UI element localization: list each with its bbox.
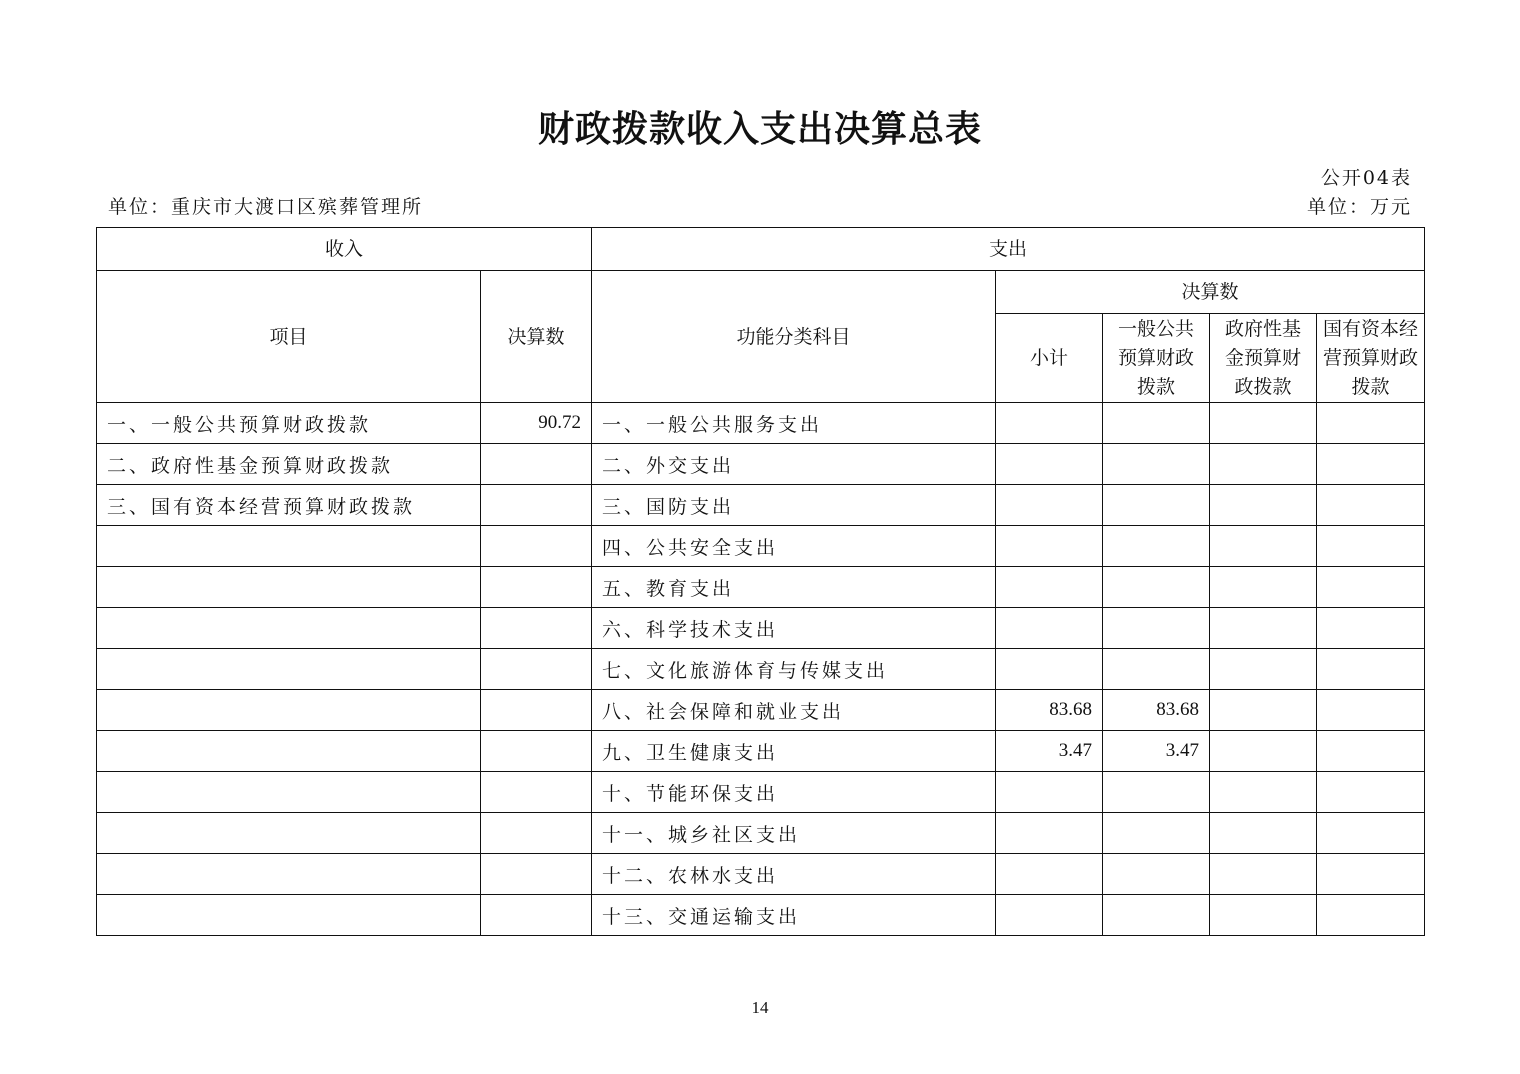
- general-budget-header: 一般公共预算财政拨款: [1103, 314, 1210, 403]
- income-item-cell: [97, 813, 481, 854]
- state-capital-cell: [1317, 567, 1425, 608]
- general-budget-cell: [1103, 485, 1210, 526]
- expense-item-cell: 三、国防支出: [592, 485, 996, 526]
- income-amount-cell: [481, 690, 592, 731]
- subtotal-cell: [996, 895, 1103, 936]
- gov-fund-cell: [1210, 608, 1317, 649]
- gov-fund-cell: [1210, 731, 1317, 772]
- subtotal-cell: [996, 526, 1103, 567]
- income-amount-cell: [481, 854, 592, 895]
- income-amount-cell: [481, 567, 592, 608]
- subtotal-cell: 3.47: [996, 731, 1103, 772]
- table-row: [97, 895, 1425, 936]
- income-item-cell: [97, 526, 481, 567]
- expense-item-cell: 二、外交支出: [592, 444, 996, 485]
- page-number: 14: [751, 998, 769, 1017]
- final-accounts-table: [96, 227, 1425, 936]
- subtotal-cell: [996, 444, 1103, 485]
- expense-section-header: 支出: [592, 228, 1425, 271]
- table-row: [97, 608, 1425, 649]
- subtotal-cell: [996, 485, 1103, 526]
- subtotal-cell: [996, 854, 1103, 895]
- expense-item-cell: 十三、交通运输支出: [592, 895, 996, 936]
- income-item-cell: 三、国有资本经营预算财政拨款: [97, 485, 481, 526]
- state-capital-cell: [1317, 895, 1425, 936]
- state-capital-cell: [1317, 485, 1425, 526]
- income-item-cell: [97, 649, 481, 690]
- state-capital-header: 国有资本经营预算财政拨款: [1317, 314, 1425, 403]
- state-capital-cell: [1317, 526, 1425, 567]
- table-row: [97, 485, 1425, 526]
- general-budget-cell: [1103, 608, 1210, 649]
- subtotal-cell: [996, 567, 1103, 608]
- state-capital-cell: [1317, 649, 1425, 690]
- state-capital-cell: [1317, 444, 1425, 485]
- income-item-cell: [97, 895, 481, 936]
- expense-item-cell: 九、卫生健康支出: [592, 731, 996, 772]
- gov-fund-cell: [1210, 526, 1317, 567]
- gov-fund-cell: [1210, 485, 1317, 526]
- gov-fund-cell: [1210, 813, 1317, 854]
- income-item-cell: [97, 772, 481, 813]
- income-item-cell: [97, 731, 481, 772]
- income-section-header: 收入: [97, 228, 592, 271]
- organization-unit: 单位：重庆市大渡口区殡葬管理所: [108, 196, 424, 218]
- gov-fund-cell: [1210, 772, 1317, 813]
- gov-fund-cell: [1210, 403, 1317, 444]
- subtotal-cell: [996, 608, 1103, 649]
- income-amount-cell: [481, 731, 592, 772]
- income-amount-cell: [481, 772, 592, 813]
- gov-fund-cell: [1210, 690, 1317, 731]
- gov-fund-cell: [1210, 649, 1317, 690]
- general-budget-cell: [1103, 649, 1210, 690]
- subtotal-cell: [996, 403, 1103, 444]
- income-amount-cell: [481, 649, 592, 690]
- gov-fund-cell: [1210, 444, 1317, 485]
- income-item-cell: 一、一般公共预算财政拨款: [97, 403, 481, 444]
- subtotal-header: 小计: [996, 314, 1103, 403]
- expense-item-cell: 五、教育支出: [592, 567, 996, 608]
- table-row: [97, 813, 1425, 854]
- function-category-header: 功能分类科目: [592, 271, 996, 403]
- gov-fund-header: 政府性基金预算财政拨款: [1210, 314, 1317, 403]
- expense-item-cell: 十二、农林水支出: [592, 854, 996, 895]
- income-amount-cell: 90.72: [481, 403, 592, 444]
- expense-item-cell: 四、公共安全支出: [592, 526, 996, 567]
- final-amount-header: 决算数: [996, 271, 1425, 314]
- income-amount-cell: [481, 485, 592, 526]
- expense-item-cell: 十、节能环保支出: [592, 772, 996, 813]
- general-budget-cell: [1103, 895, 1210, 936]
- general-budget-cell: [1103, 813, 1210, 854]
- general-budget-cell: [1103, 854, 1210, 895]
- table-row: [97, 526, 1425, 567]
- income-amount-cell: [481, 608, 592, 649]
- table-row: [97, 772, 1425, 813]
- state-capital-cell: [1317, 854, 1425, 895]
- subtotal-cell: 83.68: [996, 690, 1103, 731]
- state-capital-cell: [1317, 690, 1425, 731]
- table-row: [97, 854, 1425, 895]
- general-budget-cell: 83.68: [1103, 690, 1210, 731]
- income-item-cell: [97, 608, 481, 649]
- income-amount-cell: [481, 813, 592, 854]
- gov-fund-cell: [1210, 895, 1317, 936]
- income-item-cell: [97, 854, 481, 895]
- state-capital-cell: [1317, 731, 1425, 772]
- currency-unit: 单位：万元: [1306, 196, 1412, 218]
- general-budget-cell: [1103, 567, 1210, 608]
- subtotal-cell: [996, 772, 1103, 813]
- expense-item-cell: 一、一般公共服务支出: [592, 403, 996, 444]
- form-number: 公开04表: [1320, 167, 1412, 189]
- state-capital-cell: [1317, 403, 1425, 444]
- expense-item-cell: 六、科学技术支出: [592, 608, 996, 649]
- expense-item-cell: 七、文化旅游体育与传媒支出: [592, 649, 996, 690]
- income-amount-cell: [481, 526, 592, 567]
- table-row: [97, 403, 1425, 444]
- income-item-cell: [97, 567, 481, 608]
- general-budget-cell: [1103, 526, 1210, 567]
- subtotal-cell: [996, 813, 1103, 854]
- expense-item-cell: 八、社会保障和就业支出: [592, 690, 996, 731]
- table-row: [97, 690, 1425, 731]
- general-budget-cell: [1103, 403, 1210, 444]
- expense-item-cell: 十一、城乡社区支出: [592, 813, 996, 854]
- table-row: [97, 649, 1425, 690]
- state-capital-cell: [1317, 813, 1425, 854]
- income-amount-cell: [481, 444, 592, 485]
- general-budget-cell: 3.47: [1103, 731, 1210, 772]
- state-capital-cell: [1317, 772, 1425, 813]
- subtotal-cell: [996, 649, 1103, 690]
- income-item-cell: 二、政府性基金预算财政拨款: [97, 444, 481, 485]
- income-item-cell: [97, 690, 481, 731]
- table-row: [97, 567, 1425, 608]
- table-row: [97, 444, 1425, 485]
- income-item-header: 项目: [97, 271, 481, 403]
- table-row: [97, 731, 1425, 772]
- table-body: [97, 403, 1425, 936]
- income-amount-cell: [481, 895, 592, 936]
- state-capital-cell: [1317, 608, 1425, 649]
- gov-fund-cell: [1210, 854, 1317, 895]
- income-amount-header: 决算数: [481, 271, 592, 403]
- document-title: 财政拨款收入支出决算总表: [537, 109, 982, 150]
- general-budget-cell: [1103, 444, 1210, 485]
- gov-fund-cell: [1210, 567, 1317, 608]
- general-budget-cell: [1103, 772, 1210, 813]
